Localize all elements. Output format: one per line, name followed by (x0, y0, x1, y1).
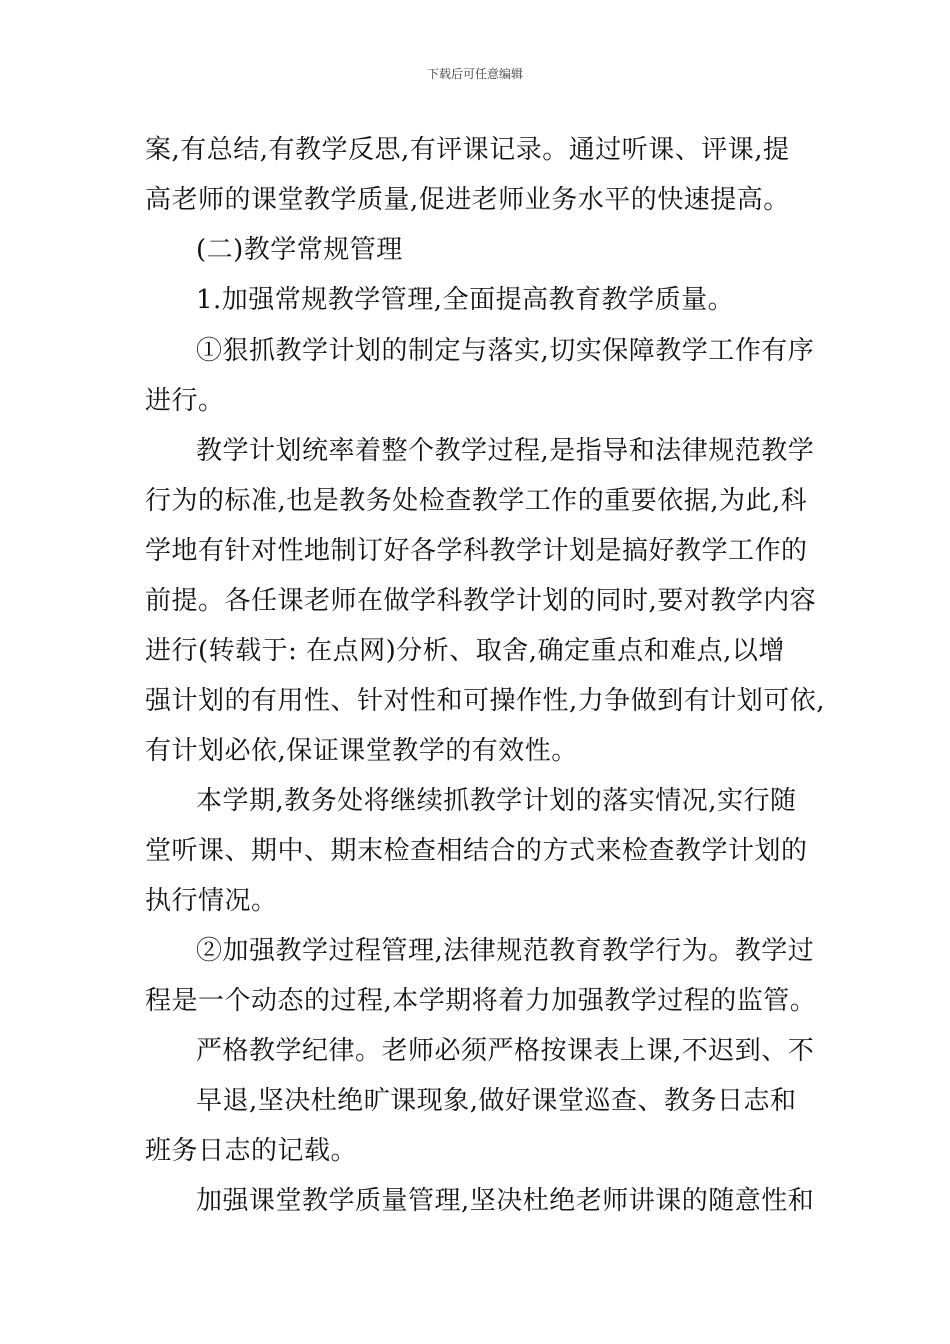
text-line: 严格教学纪律。老师必须严格按课表上课,不迟到、不 (196, 1036, 815, 1066)
text-line: 加强课堂教学质量管理,坚决杜绝老师讲课的随意性和 (196, 1186, 815, 1216)
text-line: 强计划的有用性、针对性和可操作性,力争做到有计划可依, (145, 686, 826, 716)
text-line: 进行。 (145, 386, 225, 416)
text-line: ①狠抓教学计划的制定与落实,切实保障教学工作有序 (196, 336, 815, 366)
text-line: 1.加强常规教学管理,全面提高教育教学质量。 (196, 285, 735, 315)
text-line: 前提。各任课老师在做学科教学计划的同时,要对教学内容 (145, 586, 817, 616)
text-line: ②加强教学过程管理,法律规范教育教学行为。教学过 (196, 936, 815, 966)
text-line: 堂听课、期中、期末检查相结合的方式来检查教学计划的 (145, 836, 808, 866)
text-line: 有计划必依,保证课堂教学的有效性。 (145, 736, 578, 766)
text-line: 班务日志的记载。 (145, 1136, 358, 1166)
text-line: 行为的标准,也是教务处检查教学工作的重要依据,为此,科 (145, 486, 808, 516)
text-line: 程是一个动态的过程,本学期将着力加强教学过程的监管。 (145, 986, 817, 1016)
section-heading: (二)教学常规管理 (196, 235, 403, 265)
page-header: 下载后可任意编辑 (426, 67, 523, 81)
text-line: 早退,坚决杜绝旷课现象,做好课堂巡查、教务日志和 (196, 1086, 797, 1116)
text-line: 教学计划统率着整个教学过程,是指导和法律规范教学 (196, 436, 815, 466)
text-line: 高老师的课堂教学质量,促进老师业务水平的快速提高。 (145, 185, 790, 215)
text-line: 案,有总结,有教学反思,有评课记录。通过听课、评课,提 (145, 135, 790, 165)
text-line: 学地有针对性地制订好各学科教学计划是搞好教学工作的 (145, 536, 808, 566)
text-line: 本学期,教务处将继续抓教学计划的落实情况,实行随 (196, 786, 797, 816)
text-line: 执行情况。 (145, 886, 278, 916)
text-line: 进行(转载于: 在点网)分析、取舍,确定重点和难点,以增 (145, 636, 785, 666)
